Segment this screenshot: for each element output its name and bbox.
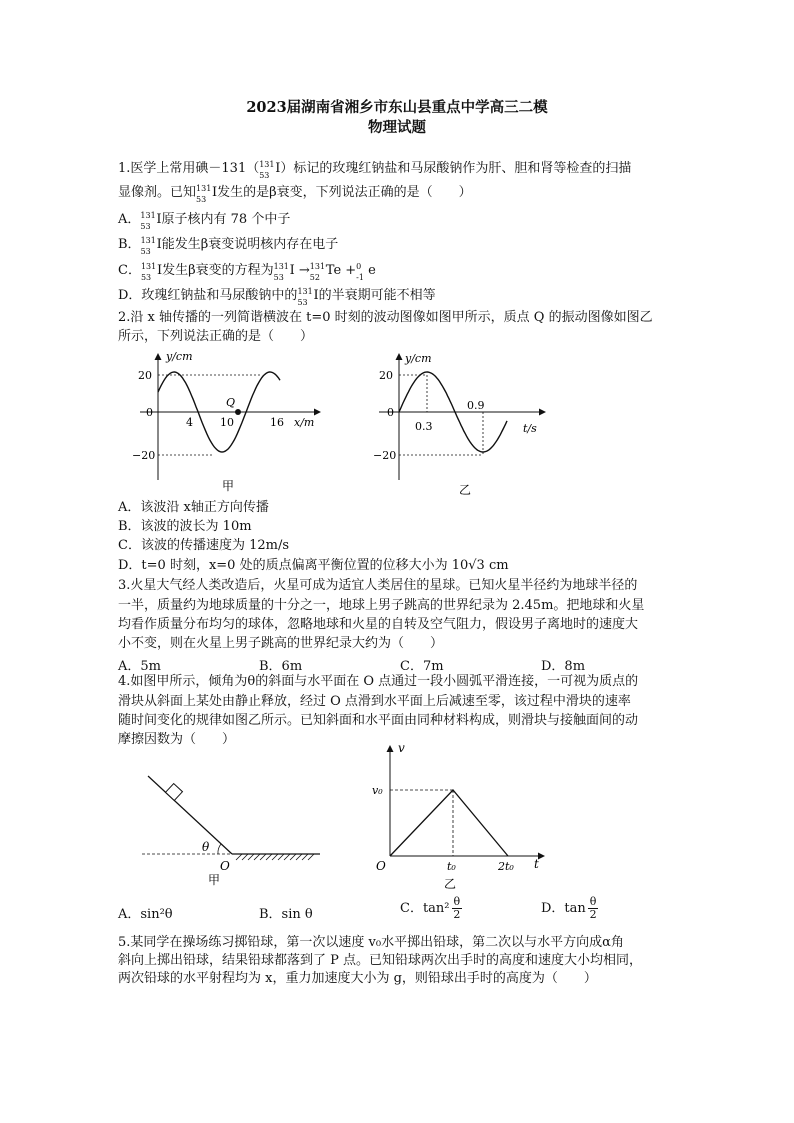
figure-caption: 甲	[222, 479, 235, 493]
q4-option-c: C．tan² $\frac{\theta}{2}$	[400, 895, 461, 921]
q2-option-d: D．t=0 时刻，x=0 处的质点偏离平衡位置的位移大小为 10√3 cm	[118, 558, 509, 573]
q3-option-c: C．7m	[400, 659, 444, 674]
point-q	[235, 409, 241, 415]
slider-block	[166, 784, 183, 801]
svg-text:x/m: x/m	[294, 416, 315, 429]
svg-text:θ: θ	[202, 840, 210, 854]
svg-text:16: 16	[270, 416, 284, 429]
svg-text:10: 10	[220, 416, 234, 429]
q2-line2: 所示，下列说法正确的是（ ）	[118, 329, 314, 344]
isotope-i131: 131 53	[140, 211, 156, 231]
isotope-te131: 131 52	[309, 262, 326, 282]
isotope-i131: 131 53	[297, 287, 313, 307]
svg-text:2t₀: 2t₀	[498, 860, 514, 873]
exam-subtitle: 物理试题	[368, 119, 426, 136]
svg-text:O: O	[220, 859, 230, 873]
q5-line3: 两次铅球的水平射程均为 x，重力加速度大小为 g，则铅球出手时的高度为（ ）	[118, 971, 597, 986]
svg-text:O: O	[376, 859, 386, 873]
isotope-i131: 131 53	[196, 184, 212, 204]
q3-option-b: B．6m	[259, 659, 303, 674]
svg-text:−20: −20	[373, 449, 397, 462]
q1-line1: 1.医学上常用碘－131（ 131 53 I）标记的玫瑰红钠盐和马尿酸钠作为肝、胆和肾等检查的扫描	[118, 160, 632, 180]
svg-text:0.9: 0.9	[467, 399, 485, 412]
q4-figure-vt	[368, 742, 558, 892]
exam-title: 2023届湖南省湘乡市东山县重点中学高三二模	[246, 99, 548, 116]
q2-figure-vibration	[365, 350, 555, 500]
fraction-theta-over-2: $\frac{\theta}{2}$	[453, 895, 461, 921]
q1-option-d: D．玫瑰红钠盐和马尿酸钠中的 131 53 I的半衰期可能不相等	[118, 287, 436, 307]
q1-line2: 显像剂。已知 131 53 I发生的是β衰变，下列说法正确的是（ ）	[118, 184, 472, 204]
q2-option-a: A．该波沿 x轴正方向传播	[118, 500, 269, 515]
q3-line4: 小不变，则在火星上男子跳高的世界纪录大约为（ ）	[118, 636, 444, 651]
q1-option-a: A． 131 53 I原子核内有 78 个中子	[118, 211, 291, 231]
q1-option-b: B． 131 53 I能发生β衰变说明核内存在电子	[118, 236, 339, 256]
svg-text:v: v	[398, 741, 405, 755]
q5-line1: 5.某同学在操场练习掷铅球，第一次以速度 v₀水平掷出铅球，第二次以与水平方向成α角	[118, 935, 624, 950]
q4-line4: 摩擦因数为（ ）	[118, 732, 236, 747]
svg-text:t₀: t₀	[447, 860, 456, 873]
svg-text:−20: −20	[132, 449, 156, 462]
svg-text:t: t	[534, 857, 539, 871]
q4-figure-incline	[140, 770, 330, 890]
svg-text:4: 4	[186, 416, 193, 429]
svg-text:y/cm: y/cm	[405, 352, 432, 365]
svg-text:乙: 乙	[444, 877, 457, 891]
svg-text:Q: Q	[226, 396, 236, 409]
svg-text:乙: 乙	[459, 483, 472, 497]
svg-text:20: 20	[379, 369, 393, 382]
q4-line1: 4.如图甲所示，倾角为θ的斜面与水平面在 O 点通过一段小圆弧平滑连接，一可视为质点的	[118, 674, 639, 689]
q3-line2: 一半，质量约为地球质量的十分之一，地球上男子跳高的世界纪录为 2.45m。把地球和火星	[118, 598, 645, 613]
q1-option-c: C． 131 53 I发生β衰变的方程为 131 53 I → 131 52 Te + 0 -1 e	[118, 262, 376, 282]
velocity-line	[390, 790, 508, 856]
isotope-i131: 131 53	[140, 236, 156, 256]
svg-text:0: 0	[146, 406, 153, 419]
y-axis-label: y/cm	[166, 350, 193, 363]
q4-line2: 滑块从斜面上某处由静止释放，经过 O 点滑到水平面上后减速至零，该过程中滑块的速率	[118, 694, 631, 709]
q4-option-d: D．tan $\frac{\theta}{2}$	[541, 895, 597, 921]
q5-line2: 斜向上掷出铅球，结果铅球都落到了 P 点。已知铅球两次出手时的高度和速度大小均相同，	[118, 953, 643, 968]
svg-text:甲: 甲	[208, 873, 221, 887]
q3-line1: 3.火星大气经人类改造后，火星可成为适宜人类居住的星球。已知火星半径约为地球半径的	[118, 578, 638, 593]
isotope-i131: 131 53	[140, 262, 157, 282]
svg-text:20: 20	[138, 369, 152, 382]
svg-text:0: 0	[387, 406, 394, 419]
q2-option-c: C．该波的传播速度为 12m/s	[118, 538, 289, 553]
q2-line1: 2.沿 x 轴传播的一列简谐横波在 t=0 时刻的波动图像如图甲所示，质点 Q 的振动图像如图乙	[118, 310, 653, 325]
q4-line3: 随时间变化的规律如图乙所示。已知斜面和水平面由同种材料构成，则滑块与接触面间的动	[118, 713, 639, 728]
q2-option-b: B．该波的波长为 10m	[118, 519, 252, 534]
q4-option-b: B．sin θ	[259, 907, 313, 922]
isotope-i131: 131 53	[273, 262, 289, 282]
electron-symbol: 0 -1	[356, 262, 364, 282]
q2-figure-wave	[130, 350, 330, 500]
q3-option-a: A．5m	[118, 659, 161, 674]
svg-text:0.3: 0.3	[415, 420, 433, 433]
q3-line3: 均看作质量分布均匀的球体，忽略地球和火星的自转及空气阻力，假设男子离地时的速度大	[118, 617, 639, 632]
isotope-i131: 131 53	[259, 160, 275, 180]
svg-text:v₀: v₀	[372, 784, 383, 797]
svg-text:t/s: t/s	[523, 422, 537, 435]
q3-option-d: D．8m	[541, 659, 586, 674]
fraction-theta-over-2: $\frac{\theta}{2}$	[589, 895, 597, 921]
q4-option-a: A．sin²θ	[118, 907, 173, 922]
